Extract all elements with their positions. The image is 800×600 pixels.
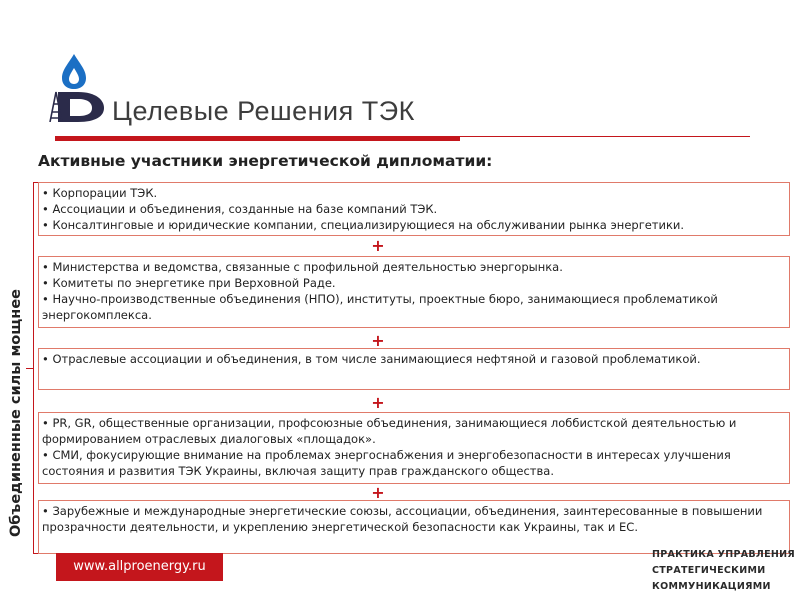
participants-box-4 <box>38 412 790 484</box>
bracket-tick <box>26 368 34 369</box>
practice-line: ПРАКТИКА УПРАВЛЕНИЯ <box>652 549 796 560</box>
plus-sign: + <box>371 483 385 502</box>
brand-name: Целевые Решения ТЭК <box>112 96 415 126</box>
list-item: • Министерства и ведомства, связанные с профильной деятельностью энергорынка. <box>42 260 563 274</box>
participants-box-5 <box>38 500 790 554</box>
side-label: Объединенные силы мощнее <box>8 289 24 538</box>
list-item: • Научно-производственные объединения (НПО), институты, проектные бюро, занимающиеся проблематикой энергокомплекса. <box>42 292 718 322</box>
list-item: • Зарубежные и международные энергетические союзы, ассоциации, объединения, заинтересованные в повышении прозрачности деятельности, и укреплению энергетической безопасности как Украины, так и ЕС. <box>42 504 763 534</box>
list-item: • Отраслевые ассоциации и объединения, в том числе занимающиеся нефтяной и газовой проблематикой. <box>42 352 701 366</box>
list-item: • Комитеты по энергетике при Верховной Раде. <box>42 276 336 290</box>
list-item: • Консалтинговые и юридические компании, специализирующиеся на обслуживании рынка энергетики. <box>42 218 685 232</box>
practice-line: СТРАТЕГИЧЕСКИМИ <box>652 565 766 576</box>
plus-sign: + <box>371 393 385 412</box>
slide-title: Активные участники энергетической дипломатии: <box>38 152 493 170</box>
participants-box-1 <box>38 182 790 236</box>
list-item: • PR, GR, общественные организации, профсоюзные объединения, занимающиеся лоббистской деятельностью и формированием отраслевых диалоговых «площадок». <box>42 416 737 446</box>
participants-box-3 <box>38 348 790 390</box>
company-logo-icon <box>48 52 106 122</box>
participants-box-2 <box>38 256 790 328</box>
practice-caption <box>652 547 795 595</box>
header-rule-thin <box>460 136 750 137</box>
plus-sign: + <box>371 236 385 255</box>
plus-sign: + <box>371 331 385 350</box>
website-link[interactable]: www.allproenergy.ru <box>56 553 223 581</box>
list-item: • Ассоциации и объединения, созданные на базе компаний ТЭК. <box>42 202 438 216</box>
header-rule <box>55 136 460 141</box>
list-item: • Корпорации ТЭК. <box>42 186 158 200</box>
practice-line: КОММУНИКАЦИЯМИ <box>652 581 771 592</box>
list-item: • СМИ, фокусирующие внимание на проблемах энергоснабжения и энергобезопасности в интересах улучшения состояния и развития ТЭК Украины, включая защиту прав гражданского общества. <box>42 448 731 478</box>
